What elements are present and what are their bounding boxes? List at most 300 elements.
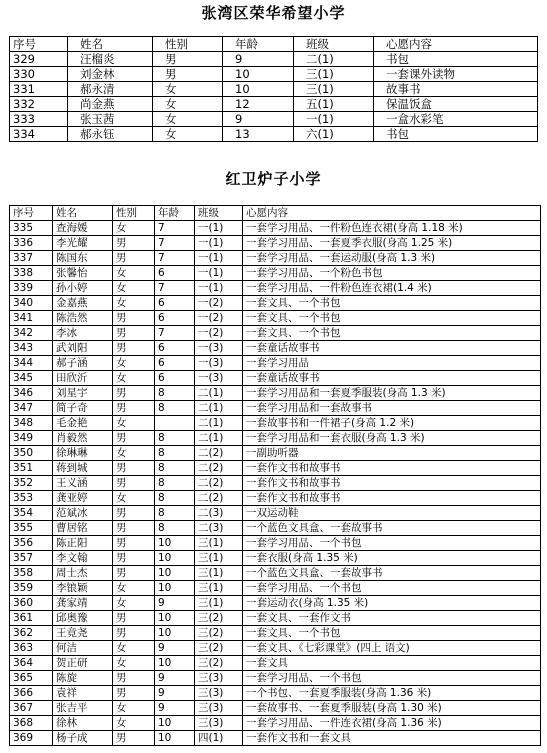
cell-wish: 一套课外读物 <box>374 67 538 82</box>
cell-id: 368 <box>10 716 53 731</box>
cell-gender: 女 <box>113 581 155 596</box>
table-row <box>10 386 541 401</box>
cell-class: 一(3) <box>195 341 243 356</box>
cell-name: 何洁 <box>53 641 113 656</box>
cell-age: 12 <box>223 97 294 112</box>
column-header-wish: 心愿内容 <box>243 206 541 221</box>
cell-name: 李冰 <box>53 326 113 341</box>
cell-wish: 一套学习用品、一个书包 <box>243 581 541 596</box>
cell-id: 342 <box>10 326 53 341</box>
cell-name: 贺正研 <box>53 656 113 671</box>
cell-age: 8 <box>155 446 195 461</box>
cell-gender: 男 <box>113 401 155 416</box>
cell-name: 张馨怡 <box>53 266 113 281</box>
cell-wish: 一套学习用品和一套衣服(身高 1.3 米) <box>243 431 541 446</box>
cell-name: 武刘阳 <box>53 341 113 356</box>
table-row <box>10 127 538 142</box>
cell-age: 9 <box>155 701 195 716</box>
cell-wish: 一套学习用品、一件粉色连衣裙(身高 1.18 米) <box>243 221 541 236</box>
table-row <box>10 341 541 356</box>
cell-gender: 女 <box>113 446 155 461</box>
cell-gender: 女 <box>113 656 155 671</box>
cell-class: 三(2) <box>195 641 243 656</box>
cell-wish: 一套童话故事书 <box>243 341 541 356</box>
cell-age: 10 <box>223 67 294 82</box>
cell-name: 刘星宇 <box>53 386 113 401</box>
cell-id: 364 <box>10 656 53 671</box>
cell-id: 343 <box>10 341 53 356</box>
cell-id: 333 <box>10 112 68 127</box>
cell-wish: 一套学习用品、一件连衣裙(身高 1.36 米) <box>243 716 541 731</box>
table-row <box>10 521 541 536</box>
cell-age <box>155 416 195 431</box>
cell-name: 张吉平 <box>53 701 113 716</box>
cell-gender: 男 <box>113 626 155 641</box>
table-row <box>10 551 541 566</box>
column-header-age: 年龄 <box>223 37 294 52</box>
table-row <box>10 491 541 506</box>
rongHua-header-row <box>10 37 538 52</box>
table-row <box>10 97 538 112</box>
cell-age: 13 <box>223 127 294 142</box>
cell-wish: 书包 <box>374 127 538 142</box>
cell-name: 杨子成 <box>53 731 113 746</box>
cell-name: 徐林 <box>53 716 113 731</box>
cell-wish: 保温饭盒 <box>374 97 538 112</box>
cell-gender: 男 <box>113 341 155 356</box>
cell-name: 李锒颖 <box>53 581 113 596</box>
cell-age: 7 <box>155 281 195 296</box>
cell-id: 337 <box>10 251 53 266</box>
cell-wish: 一套作文书和一套文具 <box>243 731 541 746</box>
cell-gender: 男 <box>113 551 155 566</box>
cell-age: 8 <box>155 491 195 506</box>
table-row <box>10 596 541 611</box>
cell-class: 一(1) <box>195 281 243 296</box>
cell-name: 曹居铭 <box>53 521 113 536</box>
table-row <box>10 112 538 127</box>
cell-age: 10 <box>155 566 195 581</box>
cell-id: 352 <box>10 476 53 491</box>
cell-gender: 男 <box>113 386 155 401</box>
cell-id: 353 <box>10 491 53 506</box>
cell-class: 三(3) <box>195 716 243 731</box>
cell-gender: 男 <box>113 566 155 581</box>
cell-wish: 一套学习用品、一个粉色书包 <box>243 266 541 281</box>
table-row <box>10 446 541 461</box>
cell-wish: 一套作文书和故事书 <box>243 491 541 506</box>
cell-gender: 男 <box>153 67 223 82</box>
column-header-id: 序号 <box>10 37 68 52</box>
cell-gender: 男 <box>113 521 155 536</box>
hongWei-header-row <box>10 206 541 221</box>
cell-class: 一(2) <box>195 296 243 311</box>
table-row <box>10 626 541 641</box>
cell-id: 350 <box>10 446 53 461</box>
cell-gender: 女 <box>113 641 155 656</box>
cell-name: 龚亚婷 <box>53 491 113 506</box>
cell-class: 三(2) <box>195 626 243 641</box>
cell-age: 6 <box>155 341 195 356</box>
school-title-hongWei: 红卫炉子小学 <box>225 170 322 188</box>
table-row <box>10 251 541 266</box>
cell-name: 肖毅然 <box>53 431 113 446</box>
table-row <box>10 701 541 716</box>
cell-age: 6 <box>155 311 195 326</box>
cell-class: 一(3) <box>195 356 243 371</box>
cell-age: 6 <box>155 296 195 311</box>
cell-class: 三(3) <box>195 671 243 686</box>
table-row <box>10 686 541 701</box>
cell-id: 356 <box>10 536 53 551</box>
cell-class: 二(1) <box>195 431 243 446</box>
cell-name: 邱奥豫 <box>53 611 113 626</box>
cell-class: 二(2) <box>195 491 243 506</box>
cell-name: 陈国东 <box>53 251 113 266</box>
cell-id: 359 <box>10 581 53 596</box>
cell-name: 查海媛 <box>53 221 113 236</box>
cell-wish: 一副助听器 <box>243 446 541 461</box>
cell-gender: 女 <box>153 127 223 142</box>
cell-class: 三(1) <box>294 67 374 82</box>
table-row <box>10 581 541 596</box>
cell-class: 五(1) <box>294 97 374 112</box>
cell-gender: 男 <box>113 611 155 626</box>
cell-gender: 男 <box>113 536 155 551</box>
cell-name: 毛金艳 <box>53 416 113 431</box>
table-row <box>10 236 541 251</box>
cell-age: 7 <box>155 236 195 251</box>
cell-wish: 一个蓝色文具盒、一套故事书 <box>243 566 541 581</box>
cell-id: 363 <box>10 641 53 656</box>
cell-id: 349 <box>10 431 53 446</box>
cell-class: 二(1) <box>195 416 243 431</box>
cell-class: 二(1) <box>294 52 374 67</box>
cell-gender: 男 <box>113 431 155 446</box>
column-header-name: 姓名 <box>68 37 153 52</box>
table-row <box>10 296 541 311</box>
cell-class: 三(3) <box>195 701 243 716</box>
cell-id: 351 <box>10 461 53 476</box>
cell-age: 8 <box>155 521 195 536</box>
cell-name: 周士杰 <box>53 566 113 581</box>
cell-class: 一(1) <box>195 251 243 266</box>
cell-age: 8 <box>155 401 195 416</box>
cell-name: 孙小婷 <box>53 281 113 296</box>
table-row <box>10 641 541 656</box>
cell-name: 陈浩然 <box>53 311 113 326</box>
cell-age: 8 <box>155 476 195 491</box>
cell-name: 郝子涵 <box>53 356 113 371</box>
table-row <box>10 536 541 551</box>
cell-gender: 女 <box>113 491 155 506</box>
column-header-age: 年龄 <box>155 206 195 221</box>
cell-wish: 一套学习用品和一套故事书 <box>243 401 541 416</box>
cell-gender: 女 <box>113 281 155 296</box>
table-row <box>10 371 541 386</box>
cell-name: 陈旋 <box>53 671 113 686</box>
cell-id: 338 <box>10 266 53 281</box>
cell-gender: 男 <box>113 731 155 746</box>
cell-id: 366 <box>10 686 53 701</box>
cell-wish: 一套故事书和一件裙子(身高 1.2 米) <box>243 416 541 431</box>
cell-class: 一(3) <box>195 371 243 386</box>
table-row <box>10 461 541 476</box>
cell-id: 336 <box>10 236 53 251</box>
cell-wish: 一套文具、一个书包 <box>243 311 541 326</box>
cell-name: 郝永清 <box>68 82 153 97</box>
cell-class: 三(3) <box>195 686 243 701</box>
cell-name: 蒋到城 <box>53 461 113 476</box>
table-row <box>10 82 538 97</box>
cell-age: 10 <box>155 731 195 746</box>
cell-id: 331 <box>10 82 68 97</box>
cell-gender: 女 <box>153 97 223 112</box>
cell-wish: 一套学习用品、一套夏季衣服(身高 1.25 米) <box>243 236 541 251</box>
cell-class: 二(2) <box>195 461 243 476</box>
column-header-gender: 性别 <box>113 206 155 221</box>
cell-id: 346 <box>10 386 53 401</box>
cell-gender: 男 <box>153 52 223 67</box>
cell-wish: 一双运动鞋 <box>243 506 541 521</box>
cell-gender: 女 <box>113 296 155 311</box>
cell-age: 10 <box>155 611 195 626</box>
cell-class: 一(1) <box>195 266 243 281</box>
cell-id: 354 <box>10 506 53 521</box>
cell-name: 李文翰 <box>53 551 113 566</box>
cell-age: 10 <box>155 656 195 671</box>
table-row <box>10 311 541 326</box>
cell-name: 汪榴炎 <box>68 52 153 67</box>
cell-name: 徐琳琳 <box>53 446 113 461</box>
cell-age: 8 <box>155 506 195 521</box>
table-row <box>10 356 541 371</box>
cell-wish: 一套作文书和故事书 <box>243 476 541 491</box>
cell-class: 三(1) <box>195 596 243 611</box>
cell-wish: 一套学习用品、一个书包 <box>243 671 541 686</box>
cell-class: 三(2) <box>195 611 243 626</box>
cell-age: 10 <box>155 581 195 596</box>
cell-gender: 女 <box>113 356 155 371</box>
cell-gender: 男 <box>113 236 155 251</box>
cell-gender: 男 <box>113 686 155 701</box>
cell-class: 一(1) <box>294 112 374 127</box>
cell-name: 张玉茜 <box>68 112 153 127</box>
cell-age: 7 <box>155 326 195 341</box>
cell-id: 358 <box>10 566 53 581</box>
cell-name: 龚家靖 <box>53 596 113 611</box>
cell-id: 345 <box>10 371 53 386</box>
cell-gender: 男 <box>113 311 155 326</box>
cell-class: 一(1) <box>195 236 243 251</box>
table-row <box>10 221 541 236</box>
table-row <box>10 656 541 671</box>
cell-id: 361 <box>10 611 53 626</box>
cell-wish: 一套故事书、一套夏季服装(身高 1.30 米) <box>243 701 541 716</box>
cell-wish: 一套学习用品、一个书包 <box>243 536 541 551</box>
cell-age: 10 <box>223 82 294 97</box>
cell-class: 三(1) <box>195 551 243 566</box>
cell-age: 7 <box>155 251 195 266</box>
cell-name: 李光耀 <box>53 236 113 251</box>
cell-class: 四(1) <box>195 731 243 746</box>
table-row <box>10 67 538 82</box>
cell-id: 335 <box>10 221 53 236</box>
cell-gender: 男 <box>113 506 155 521</box>
table-row <box>10 326 541 341</box>
cell-wish: 一套文具、一套作文书 <box>243 611 541 626</box>
wish-table-rongHua <box>9 36 538 142</box>
cell-id: 334 <box>10 127 68 142</box>
cell-gender: 女 <box>113 221 155 236</box>
cell-class: 三(1) <box>195 536 243 551</box>
cell-class: 一(2) <box>195 326 243 341</box>
cell-age: 9 <box>155 596 195 611</box>
cell-class: 二(1) <box>195 386 243 401</box>
cell-gender: 女 <box>113 716 155 731</box>
cell-id: 339 <box>10 281 53 296</box>
cell-wish: 一个蓝色文具盒、一套故事书 <box>243 521 541 536</box>
cell-name: 陈正阳 <box>53 536 113 551</box>
cell-id: 347 <box>10 401 53 416</box>
cell-age: 9 <box>155 671 195 686</box>
cell-class: 二(3) <box>195 506 243 521</box>
cell-class: 一(2) <box>195 311 243 326</box>
cell-id: 330 <box>10 67 68 82</box>
cell-name: 田欣沂 <box>53 371 113 386</box>
cell-class: 二(2) <box>195 446 243 461</box>
cell-age: 9 <box>223 52 294 67</box>
column-header-name: 姓名 <box>53 206 113 221</box>
table-row <box>10 611 541 626</box>
cell-class: 三(1) <box>195 581 243 596</box>
cell-wish: 一套文具 <box>243 656 541 671</box>
cell-class: 三(1) <box>294 82 374 97</box>
cell-age: 9 <box>155 686 195 701</box>
table-row <box>10 431 541 446</box>
cell-age: 8 <box>155 386 195 401</box>
table-row <box>10 506 541 521</box>
cell-class: 三(1) <box>195 566 243 581</box>
cell-wish: 一盒水彩笔 <box>374 112 538 127</box>
cell-id: 344 <box>10 356 53 371</box>
cell-wish: 一套学习用品 <box>243 356 541 371</box>
cell-age: 6 <box>155 356 195 371</box>
wish-table-hongWei <box>9 205 541 746</box>
cell-age: 10 <box>155 551 195 566</box>
column-header-class: 班级 <box>294 37 374 52</box>
cell-name: 王竟尧 <box>53 626 113 641</box>
table-row <box>10 416 541 431</box>
table-row <box>10 52 538 67</box>
cell-class: 三(2) <box>195 656 243 671</box>
table-row <box>10 731 541 746</box>
cell-id: 365 <box>10 671 53 686</box>
cell-wish: 书包 <box>374 52 538 67</box>
cell-gender: 女 <box>113 371 155 386</box>
cell-wish: 一套文具、一个书包 <box>243 626 541 641</box>
cell-gender: 女 <box>113 416 155 431</box>
cell-wish: 一套文具、一个书包 <box>243 296 541 311</box>
cell-id: 329 <box>10 52 68 67</box>
cell-name: 郝永钰 <box>68 127 153 142</box>
cell-age: 6 <box>155 266 195 281</box>
table-row <box>10 566 541 581</box>
cell-wish: 一套学习用品和一套夏季服装(身高 1.3 米) <box>243 386 541 401</box>
cell-gender: 男 <box>113 671 155 686</box>
cell-id: 355 <box>10 521 53 536</box>
cell-id: 348 <box>10 416 53 431</box>
cell-wish: 故事书 <box>374 82 538 97</box>
cell-gender: 女 <box>113 701 155 716</box>
school-title-rongHua: 张湾区荣华希望小学 <box>201 4 346 22</box>
cell-name: 金嘉燕 <box>53 296 113 311</box>
table-row <box>10 401 541 416</box>
column-header-class: 班级 <box>195 206 243 221</box>
table-row <box>10 476 541 491</box>
cell-class: 六(1) <box>294 127 374 142</box>
cell-gender: 男 <box>113 461 155 476</box>
cell-name: 刘金林 <box>68 67 153 82</box>
cell-gender: 女 <box>153 112 223 127</box>
cell-wish: 一套作文书和故事书 <box>243 461 541 476</box>
cell-age: 10 <box>155 716 195 731</box>
table-row <box>10 716 541 731</box>
cell-name: 袁祥 <box>53 686 113 701</box>
cell-age: 6 <box>155 371 195 386</box>
cell-class: 二(1) <box>195 401 243 416</box>
cell-age: 10 <box>155 626 195 641</box>
cell-id: 367 <box>10 701 53 716</box>
cell-wish: 一套学习用品、一件粉色连衣裙(1.4 米) <box>243 281 541 296</box>
cell-id: 341 <box>10 311 53 326</box>
cell-name: 范斌冰 <box>53 506 113 521</box>
cell-class: 一(1) <box>195 221 243 236</box>
cell-name: 王义涵 <box>53 476 113 491</box>
cell-wish: 一套学习用品、一套运动服(身高 1.3 米) <box>243 251 541 266</box>
cell-wish: 一套运动衣(身高 1.35 米) <box>243 596 541 611</box>
cell-id: 357 <box>10 551 53 566</box>
cell-id: 369 <box>10 731 53 746</box>
cell-wish: 一套童话故事书 <box>243 371 541 386</box>
cell-age: 9 <box>155 641 195 656</box>
cell-age: 10 <box>155 536 195 551</box>
cell-wish: 一个书包、一套夏季服装(身高 1.36 米) <box>243 686 541 701</box>
cell-name: 尚金燕 <box>68 97 153 112</box>
cell-age: 9 <box>223 112 294 127</box>
cell-id: 332 <box>10 97 68 112</box>
column-header-wish: 心愿内容 <box>374 37 538 52</box>
cell-gender: 女 <box>113 596 155 611</box>
cell-gender: 男 <box>113 326 155 341</box>
cell-name: 简子奇 <box>53 401 113 416</box>
cell-gender: 男 <box>113 476 155 491</box>
cell-class: 二(3) <box>195 521 243 536</box>
column-header-gender: 性别 <box>153 37 223 52</box>
cell-age: 7 <box>155 221 195 236</box>
cell-id: 362 <box>10 626 53 641</box>
cell-age: 8 <box>155 461 195 476</box>
cell-wish: 一套文具、《七彩课堂》(四上 语文) <box>243 641 541 656</box>
table-row <box>10 281 541 296</box>
cell-age: 8 <box>155 431 195 446</box>
cell-gender: 女 <box>153 82 223 97</box>
cell-id: 340 <box>10 296 53 311</box>
column-header-id: 序号 <box>10 206 53 221</box>
cell-class: 二(2) <box>195 476 243 491</box>
table-row <box>10 671 541 686</box>
cell-wish: 一套衣服(身高 1.35 米) <box>243 551 541 566</box>
